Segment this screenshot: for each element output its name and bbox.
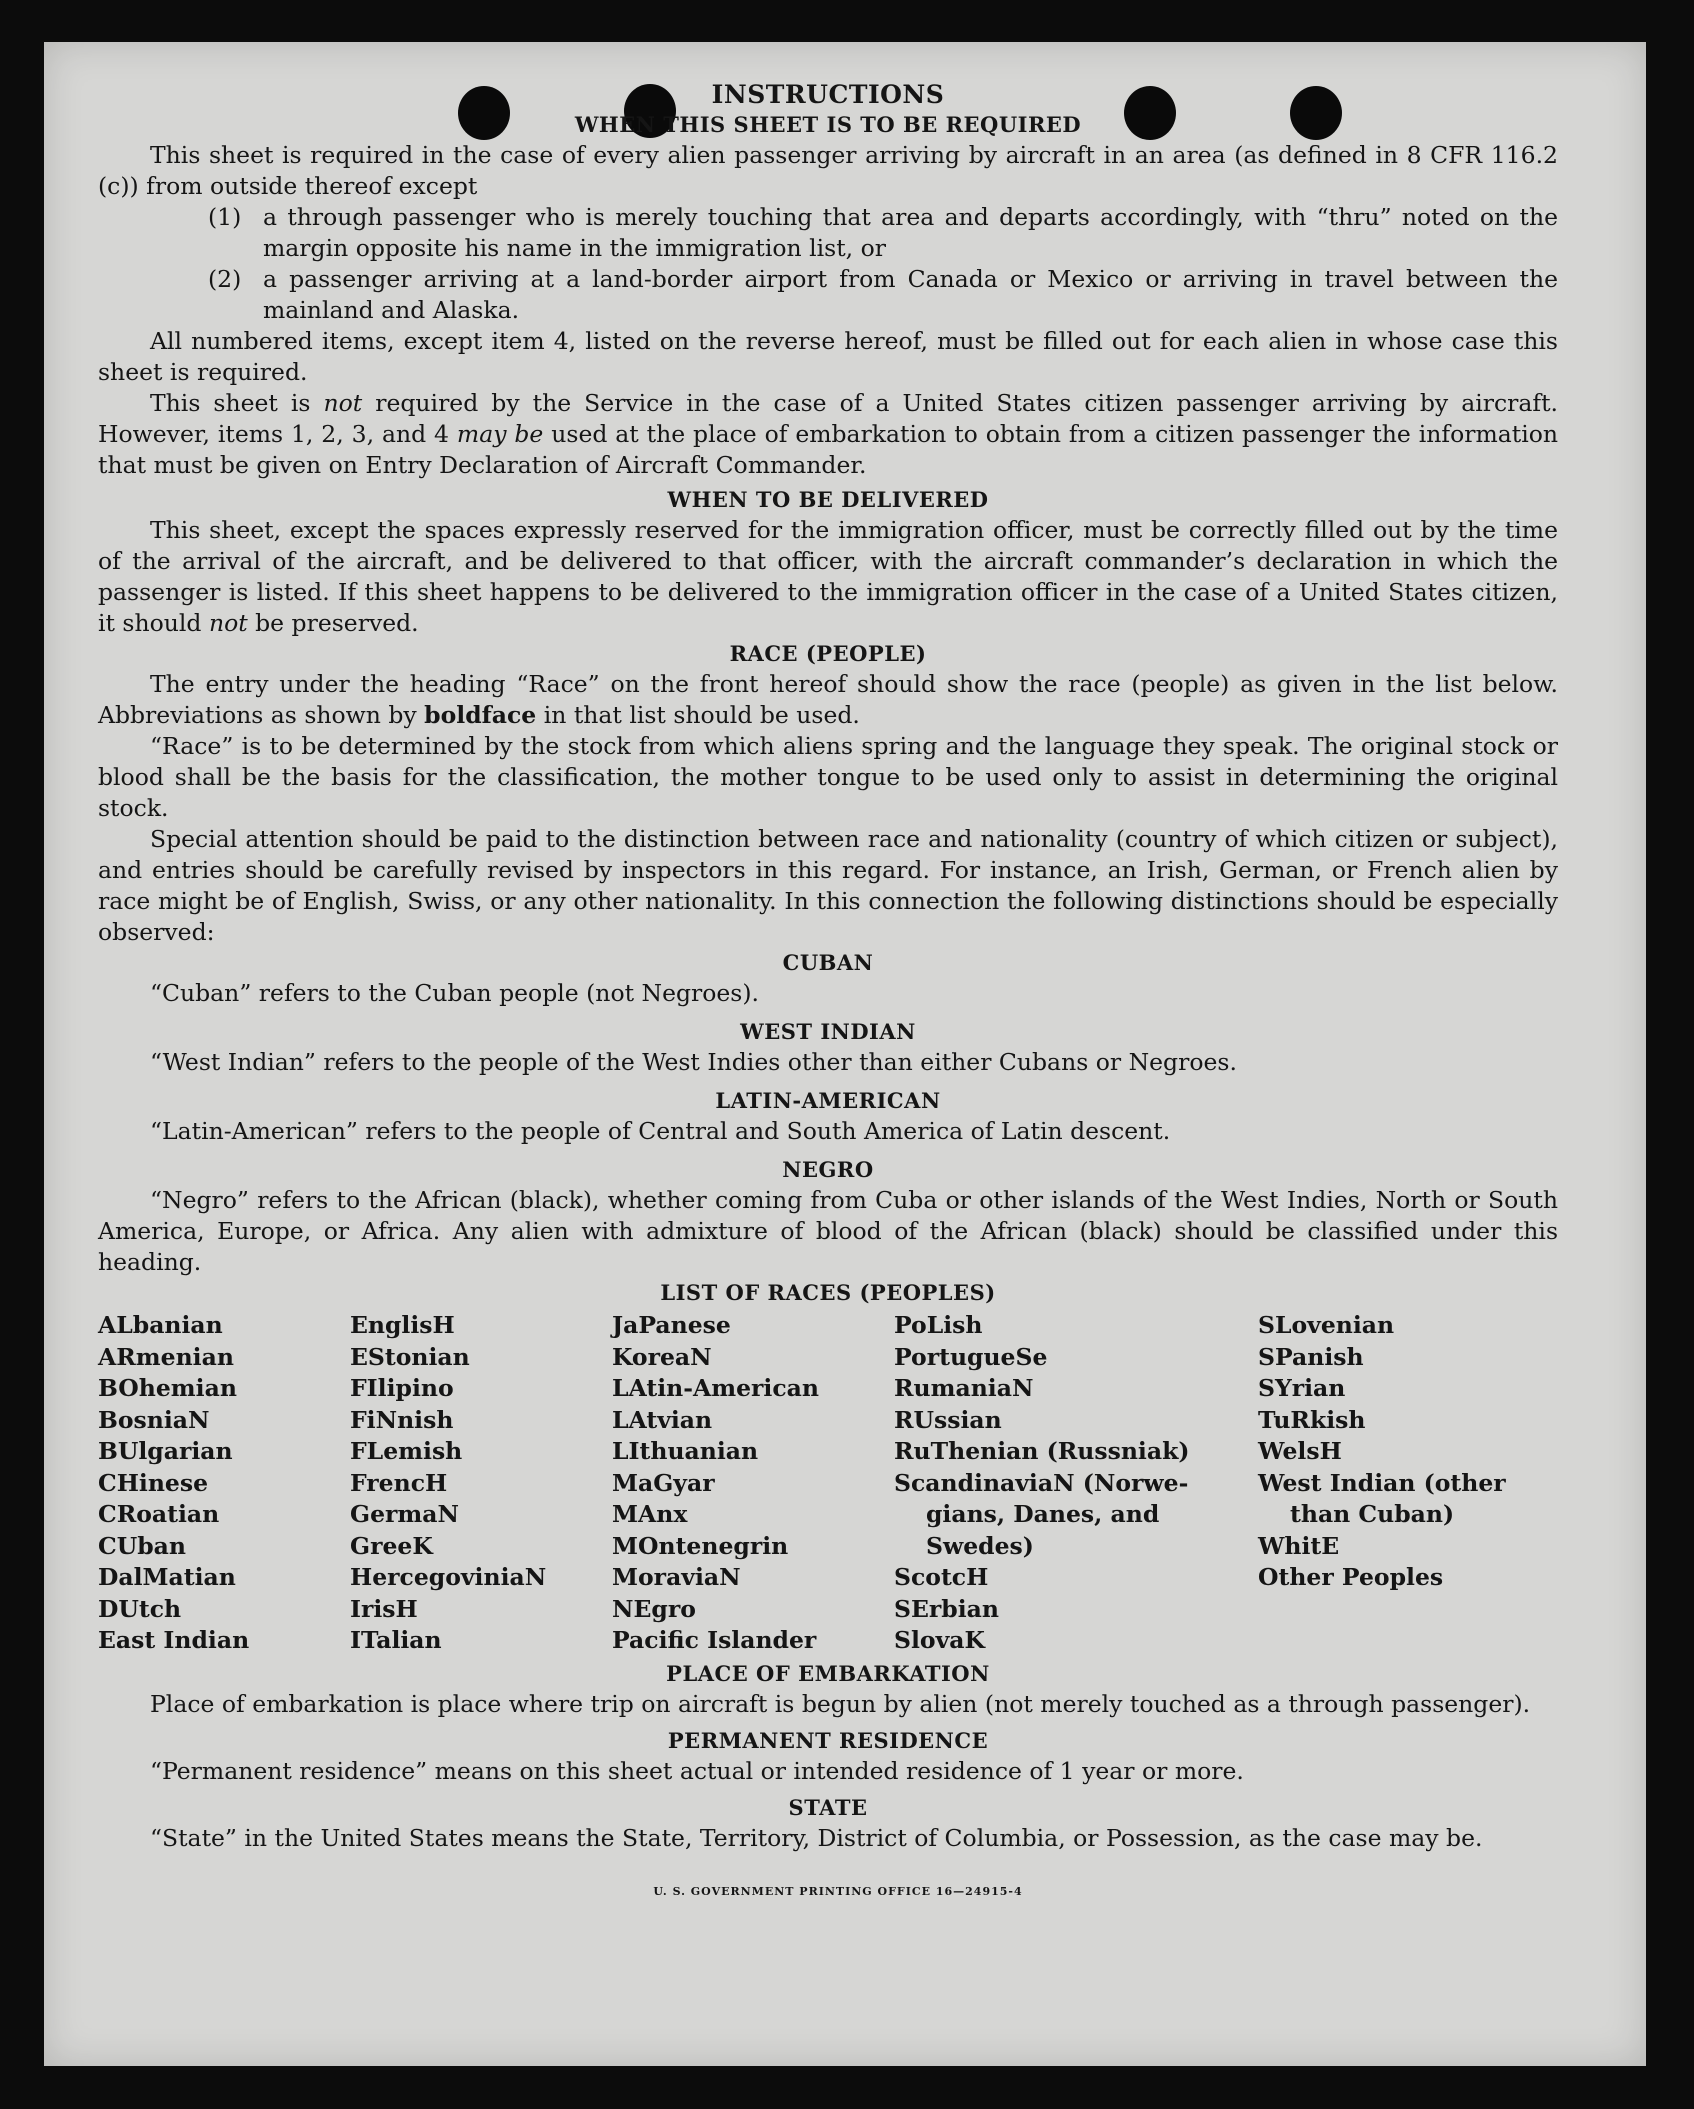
list-item: PoLish — [894, 1311, 983, 1339]
list-item: LAtin-American — [612, 1374, 819, 1402]
list-item: RUssian — [894, 1405, 1002, 1434]
paragraph: Special attention should be paid to the distinction between race and nationality (country of which citizen or subject), and entries should be carefully revised by inspectors in this regard. For instance, an Irish, German, or French alien by race might be of English, Swiss, or any other nationality. In this connection the following distinctions should be especially observed: — [98, 825, 1558, 946]
list-item: RuThenian (Russniak) — [894, 1437, 1190, 1465]
list-item: MaGyar — [612, 1468, 715, 1497]
section-heading: RACE (PEOPLE) — [729, 641, 927, 666]
list-item: ScandinaviaN (Norwe- — [894, 1468, 1189, 1497]
list-item: Pacific Islander — [612, 1626, 817, 1654]
list-item: HercegoviniaN — [350, 1563, 547, 1591]
section-heading: WHEN THIS SHEET IS TO BE REQUIRED — [574, 112, 1082, 137]
list-item: DalMatian — [98, 1563, 236, 1591]
list-item: RumaniaN — [894, 1374, 1034, 1402]
printer-footer: U. S. GOVERNMENT PRINTING OFFICE 16—24915-4 — [653, 1884, 1023, 1898]
list-item: CUban — [98, 1531, 186, 1560]
list-item: SErbian — [894, 1594, 999, 1623]
races-column — [350, 1310, 612, 1657]
list-item: SlovaK — [894, 1626, 985, 1654]
list-item: GermaN — [350, 1500, 459, 1528]
emphasis: not — [208, 609, 248, 637]
section-heading: NEGRO — [782, 1157, 874, 1182]
section-heading: PERMANENT RESIDENCE — [667, 1727, 989, 1753]
item-text: a passenger arriving at a land-border airport from Canada or Mexico or arriving in travel between the mainland and Alaska. — [263, 265, 1558, 324]
list-item: WhitE — [1258, 1531, 1340, 1560]
paragraph — [98, 388, 1558, 481]
races-column — [98, 1310, 350, 1657]
numbered-item — [208, 202, 1558, 264]
paragraph: “Permanent residence” means on this sheet actual or intended residence of 1 year or more. — [150, 1756, 1244, 1785]
list-item: FrencH — [350, 1468, 448, 1497]
list-item: East Indian — [98, 1626, 250, 1654]
list-item: ITalian — [350, 1626, 442, 1654]
list-item: than Cuban) — [1290, 1500, 1455, 1528]
section-heading: CUBAN — [782, 950, 874, 975]
list-item: WelsH — [1258, 1437, 1342, 1465]
races-list — [98, 1310, 1558, 1657]
paragraph: “Negro” refers to the African (black), whether coming from Cuba or other islands of the West Indies, North or South America, Europe, or Africa. Any alien with admixture of blood of the African (black) should be classified under this heading. — [98, 1186, 1558, 1276]
list-item: FLemish — [350, 1437, 463, 1465]
list-item: NEgro — [612, 1594, 696, 1623]
page-title: INSTRUCTIONS — [711, 80, 945, 109]
text-run: be preserved. — [247, 609, 419, 637]
list-item: FiNnish — [350, 1405, 454, 1434]
section-heading: LIST OF RACES (PEOPLES) — [660, 1280, 996, 1305]
list-item: CRoatian — [98, 1500, 220, 1528]
paragraph: “State” in the United States means the State, Territory, District of Columbia, or Possession, as the case may be. — [150, 1823, 1483, 1852]
races-column — [894, 1310, 1258, 1657]
emphasis: not — [323, 389, 363, 417]
bold-text: boldface — [424, 701, 537, 729]
instructions-content — [98, 80, 1558, 1907]
list-item: West Indian (other — [1258, 1468, 1506, 1497]
text-run: This sheet is — [150, 389, 324, 417]
list-item: GreeK — [350, 1531, 433, 1560]
list-item: ARmenian — [98, 1342, 234, 1371]
paragraph: “Cuban” refers to the Cuban people (not Negroes). — [150, 979, 760, 1007]
text-run: used at the place of embarkation to obtain from a citizen passenger the information that must be given on Entry Declaration of Aircraft Commander. — [98, 420, 1558, 479]
list-item: JaPanese — [612, 1311, 731, 1339]
section-heading: LATIN-AMERICAN — [715, 1088, 941, 1113]
list-item: LAtvian — [612, 1405, 713, 1434]
text-run: required by the Service in the case of a United States citizen passenger arriving by aircraft. However, items 1, 2, 3, and 4 — [98, 389, 1558, 448]
section-heading: PLACE OF EMBARKATION — [666, 1660, 990, 1686]
numbered-item — [208, 264, 1558, 326]
list-item: MoraviaN — [612, 1563, 741, 1591]
list-item: Swedes) — [926, 1531, 1034, 1560]
paragraph: “West Indian” refers to the people of the West Indies other than either Cubans or Negroes. — [150, 1048, 1237, 1076]
races-column — [1258, 1310, 1538, 1657]
list-item: CHinese — [98, 1468, 209, 1497]
list-item: Other Peoples — [1258, 1563, 1444, 1591]
list-item: BOhemian — [98, 1374, 237, 1402]
list-item: SLovenian — [1258, 1311, 1395, 1339]
paragraph: “Latin-American” refers to the people of Central and South America of Latin descent. — [150, 1117, 1171, 1145]
paragraph: Place of embarkation is place where trip on aircraft is begun by alien (not merely touched as a through passenger). — [150, 1689, 1531, 1718]
list-item: SPanish — [1258, 1342, 1364, 1371]
item-text: a through passenger who is merely touching that area and departs accordingly, with “thru” noted on the margin opposite his name in the immigration list, or — [263, 203, 1558, 262]
list-item: PortugueSe — [894, 1342, 1048, 1371]
section-heading: STATE — [788, 1794, 868, 1820]
emphasis: may be — [456, 420, 544, 448]
item-number: (1) — [208, 203, 242, 231]
paragraph: “Race” is to be determined by the stock from which aliens spring and the language they speak. The original stock or blood shall be the basis for the classification, the mother tongue to be used only to assist in determining the original stock. — [98, 732, 1558, 822]
text-run: This sheet, except the spaces expressly reserved for the immigration officer, must be correctly filled out by the time of the arrival of the aircraft, and be delivered to that officer, with the aircraft commander’s declaration in which the passenger is listed. If this sheet happens to be delivered to the immigration officer in the case of a United States citizen, it should — [98, 516, 1558, 637]
paragraph: This sheet is required in the case of every alien passenger arriving by aircraft in an area (as defined in 8 CFR 116.2 (c)) from outside thereof except — [98, 141, 1558, 200]
text-run: The entry under the heading “Race” on the front hereof should show the race (people) as given in the list below. Abbreviations as shown by — [98, 670, 1558, 729]
list-item: EnglisH — [350, 1311, 455, 1339]
list-item: BUlgarian — [98, 1437, 233, 1465]
races-column — [612, 1310, 894, 1657]
section-heading: WEST INDIAN — [740, 1019, 916, 1044]
list-item: FIlipino — [350, 1374, 454, 1402]
list-item: ALbanian — [98, 1311, 223, 1339]
paragraph — [98, 669, 1558, 731]
list-item: BosniaN — [98, 1405, 210, 1434]
list-item: EStonian — [350, 1342, 470, 1371]
list-item: IrisH — [350, 1594, 418, 1623]
list-item: MOntenegrin — [612, 1531, 789, 1560]
item-number: (2) — [208, 265, 242, 293]
list-item: LIthuanian — [612, 1437, 759, 1465]
list-item: MAnx — [612, 1500, 688, 1528]
list-item: KoreaN — [612, 1342, 712, 1371]
list-item: SYrian — [1258, 1374, 1346, 1402]
list-item: gians, Danes, and — [926, 1500, 1160, 1528]
list-item: ScotcH — [894, 1563, 989, 1591]
text-run: in that list should be used. — [536, 701, 860, 729]
list-item: DUtch — [98, 1594, 182, 1623]
paragraph — [98, 515, 1558, 639]
list-item: TuRkish — [1258, 1405, 1366, 1434]
paragraph: All numbered items, except item 4, listed on the reverse hereof, must be filled out for each alien in whose case this sheet is required. — [98, 327, 1558, 386]
section-heading: WHEN TO BE DELIVERED — [667, 487, 989, 512]
